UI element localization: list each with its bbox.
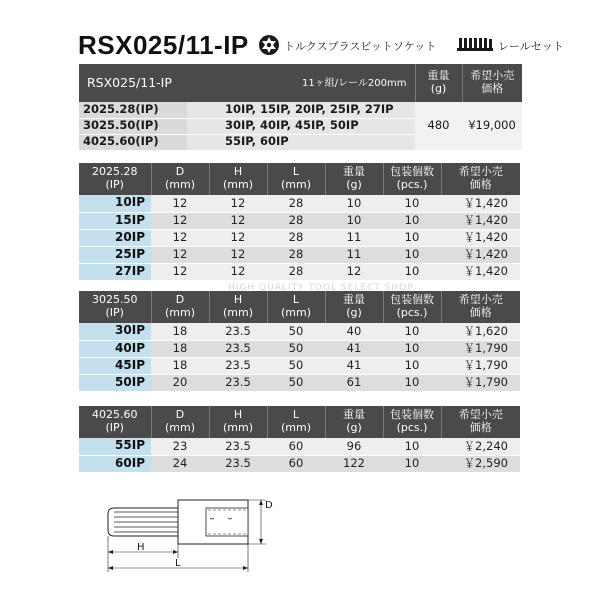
item-code: 55IP — [79, 438, 151, 455]
dimension-h: 12 — [209, 263, 267, 280]
pack-qty: 10 — [383, 212, 441, 229]
column-header-line: (g) — [346, 306, 362, 319]
price-value: ￥1,420 — [441, 246, 520, 263]
price-value: ￥1,790 — [441, 340, 520, 357]
column-header-line: (mm) — [164, 421, 195, 434]
column-header-line: (mm) — [280, 306, 311, 319]
dimension-d: 18 — [151, 323, 209, 340]
component-table — [79, 291, 520, 392]
diagram-label-h: H — [137, 542, 145, 553]
column-header-line: (pcs.) — [396, 421, 428, 434]
weight-value: 96 — [325, 438, 383, 455]
dimension-h: 12 — [209, 229, 267, 246]
item-code: 10IP — [79, 195, 151, 212]
column-header-line: 価格 — [469, 421, 492, 434]
item-code: 40IP — [79, 340, 151, 357]
item-code: 50IP — [79, 374, 151, 391]
product-title: RSX025/11-IP — [78, 30, 249, 60]
dimension-h: 23.5 — [209, 323, 267, 340]
column-header-line: (mm) — [164, 178, 195, 191]
component-table-header — [79, 291, 520, 323]
column-header — [441, 406, 520, 438]
weight-value: 61 — [325, 374, 383, 391]
column-header-line: 重量 — [343, 408, 365, 422]
table-row — [79, 195, 520, 212]
column-header — [209, 406, 267, 438]
weight-value: 12 — [325, 263, 383, 280]
column-header-line: D — [175, 408, 185, 422]
set-row — [79, 102, 522, 118]
column-header-line: 重量 — [343, 165, 365, 179]
price-value: ￥1,420 — [441, 195, 520, 212]
component-table — [79, 406, 520, 473]
table-row — [79, 340, 520, 357]
dimension-h: 12 — [209, 195, 267, 212]
dimension-l: 50 — [267, 357, 325, 374]
group-part-number-line: 2025.28 — [92, 165, 138, 179]
set-weight-header-line1: 重量 — [427, 69, 450, 83]
table-row — [79, 438, 520, 455]
pack-qty: 10 — [383, 438, 441, 455]
column-header-line: H — [233, 293, 243, 307]
dimension-d: 12 — [151, 229, 209, 246]
column-header-line: (mm) — [280, 178, 311, 191]
pack-qty: 10 — [383, 229, 441, 246]
price-value: ￥1,620 — [441, 323, 520, 340]
set-part-sizes: 55IP, 60IP — [187, 134, 415, 150]
column-header — [209, 163, 267, 195]
group-part-number-line: 4025.60 — [92, 408, 138, 422]
table-row — [79, 246, 520, 263]
dimension-l: 28 — [267, 212, 325, 229]
socket-dimension-diagram — [96, 480, 296, 580]
column-header — [325, 163, 383, 195]
weight-value: 10 — [325, 212, 383, 229]
item-code: 45IP — [79, 357, 151, 374]
column-header-line: H — [233, 408, 243, 422]
column-header — [325, 406, 383, 438]
column-header-line: (pcs.) — [396, 306, 428, 319]
dimension-d: 12 — [151, 263, 209, 280]
set-part-code: 4025.60(IP) — [79, 134, 187, 150]
weight-value: 11 — [325, 246, 383, 263]
column-header — [441, 291, 520, 323]
dimension-d: 24 — [151, 455, 209, 472]
component-table-header — [79, 163, 520, 195]
column-header-line: 包装個数 — [390, 408, 434, 422]
set-weight: 480 — [415, 102, 462, 150]
set-contents-table — [79, 102, 522, 151]
pack-qty: 10 — [383, 455, 441, 472]
column-header-line: L — [292, 408, 300, 422]
column-header-line: H — [233, 165, 243, 179]
weight-value: 40 — [325, 323, 383, 340]
group-part-number-line: (IP) — [105, 306, 124, 319]
column-header-line: 重量 — [343, 293, 365, 307]
column-header — [209, 291, 267, 323]
item-code: 25IP — [79, 246, 151, 263]
column-header-line: 希望小売 — [458, 165, 503, 179]
rail-set-label: レールセット — [498, 40, 564, 53]
column-header — [267, 163, 325, 195]
table-row — [79, 374, 520, 391]
table-row — [79, 357, 520, 374]
weight-value: 41 — [325, 357, 383, 374]
set-price-header-line2: 価格 — [481, 82, 504, 95]
pack-qty: 10 — [383, 374, 441, 391]
group-part-number — [79, 163, 151, 195]
dimension-h: 23.5 — [209, 374, 267, 391]
pack-qty: 10 — [383, 340, 441, 357]
table-row — [79, 229, 520, 246]
item-code: 60IP — [79, 455, 151, 472]
dimension-h: 12 — [209, 212, 267, 229]
item-code: 30IP — [79, 323, 151, 340]
item-code: 15IP — [79, 212, 151, 229]
component-table-header — [79, 406, 520, 438]
group-part-number — [79, 291, 151, 323]
column-header-line: 価格 — [469, 306, 492, 319]
set-price-header — [462, 64, 522, 102]
dimension-d: 23 — [151, 438, 209, 455]
column-header — [325, 291, 383, 323]
column-header-line: (mm) — [222, 306, 253, 319]
pack-qty: 10 — [383, 323, 441, 340]
watermark-text: HIGH QUALITY TOOL SELECT SHOP — [228, 283, 414, 293]
column-header — [441, 163, 520, 195]
weight-value: 11 — [325, 229, 383, 246]
pack-qty: 10 — [383, 246, 441, 263]
column-header-line: (pcs.) — [396, 178, 428, 191]
dimension-l: 60 — [267, 438, 325, 455]
column-header-line: D — [175, 165, 185, 179]
weight-value: 122 — [325, 455, 383, 472]
set-price: ¥19,000 — [462, 102, 522, 150]
dimension-d: 18 — [151, 357, 209, 374]
set-note: 11ヶ組/レール200mm — [302, 78, 407, 89]
dimension-d: 12 — [151, 195, 209, 212]
table-row — [79, 455, 520, 472]
dimension-l: 28 — [267, 195, 325, 212]
price-value: ￥2,240 — [441, 438, 520, 455]
set-part-sizes: 10IP, 15IP, 20IP, 25IP, 27IP — [187, 102, 415, 118]
set-weight-header — [415, 64, 462, 102]
dimension-d: 18 — [151, 340, 209, 357]
column-header — [267, 406, 325, 438]
price-value: ￥1,790 — [441, 374, 520, 391]
dimension-d: 20 — [151, 374, 209, 391]
column-header-line: (mm) — [280, 421, 311, 434]
group-part-number — [79, 406, 151, 438]
column-header-line: 希望小売 — [458, 408, 503, 422]
dimension-l: 60 — [267, 455, 325, 472]
dimension-l: 50 — [267, 374, 325, 391]
table-row — [79, 212, 520, 229]
column-header — [383, 406, 441, 438]
rail-set-icon — [457, 37, 493, 51]
column-header — [151, 406, 209, 438]
dimension-d: 12 — [151, 212, 209, 229]
torx-socket-label: トルクスプラスビットソケット — [284, 40, 437, 53]
column-header — [151, 291, 209, 323]
column-header-line: 包装個数 — [390, 293, 434, 307]
component-table — [79, 163, 520, 281]
set-summary-table — [79, 64, 522, 102]
column-header — [383, 163, 441, 195]
dimension-d: 12 — [151, 246, 209, 263]
set-price-header-line1: 希望小売 — [470, 69, 515, 83]
column-header-line: L — [292, 165, 300, 179]
dimension-h: 23.5 — [209, 438, 267, 455]
set-model: RSX025/11-IP — [87, 74, 172, 90]
dimension-h: 23.5 — [209, 455, 267, 472]
dimension-l: 50 — [267, 323, 325, 340]
dimension-h: 23.5 — [209, 340, 267, 357]
column-header-line: (mm) — [222, 178, 253, 191]
pack-qty: 10 — [383, 195, 441, 212]
price-value: ￥1,420 — [441, 212, 520, 229]
dimension-l: 50 — [267, 340, 325, 357]
set-part-code: 3025.50(IP) — [79, 118, 187, 134]
column-header — [151, 163, 209, 195]
set-part-sizes: 30IP, 40IP, 45IP, 50IP — [187, 118, 415, 134]
weight-value: 41 — [325, 340, 383, 357]
price-value: ￥1,790 — [441, 357, 520, 374]
dimension-h: 12 — [209, 246, 267, 263]
group-part-number-line: (IP) — [105, 421, 124, 434]
column-header — [267, 291, 325, 323]
price-value: ￥2,590 — [441, 455, 520, 472]
set-weight-header-line2: (g) — [430, 82, 447, 95]
group-part-number-line: 3025.50 — [92, 293, 138, 307]
table-row — [79, 323, 520, 340]
item-code: 27IP — [79, 263, 151, 280]
column-header-line: 希望小売 — [458, 293, 503, 307]
column-header-line: (g) — [346, 421, 362, 434]
column-header-line: 包装個数 — [390, 165, 434, 179]
dimension-l: 28 — [267, 263, 325, 280]
price-value: ￥1,420 — [441, 229, 520, 246]
column-header-line: (g) — [346, 178, 362, 191]
column-header-line: D — [175, 293, 185, 307]
dimension-l: 28 — [267, 246, 325, 263]
price-value: ￥1,420 — [441, 263, 520, 280]
weight-value: 10 — [325, 195, 383, 212]
diagram-label-d: D — [265, 500, 273, 511]
column-header — [383, 291, 441, 323]
dimension-l: 28 — [267, 229, 325, 246]
pack-qty: 10 — [383, 357, 441, 374]
pack-qty: 10 — [383, 263, 441, 280]
column-header-line: (mm) — [222, 421, 253, 434]
torx-socket-icon — [258, 34, 280, 56]
diagram-label-l: L — [175, 558, 181, 569]
column-header-line: 価格 — [469, 178, 492, 191]
item-code: 20IP — [79, 229, 151, 246]
group-part-number-line: (IP) — [105, 178, 124, 191]
set-model-cell — [79, 64, 415, 102]
column-header-line: L — [292, 293, 300, 307]
set-part-code: 2025.28(IP) — [79, 102, 187, 118]
table-row — [79, 263, 520, 280]
dimension-h: 23.5 — [209, 357, 267, 374]
column-header-line: (mm) — [164, 306, 195, 319]
